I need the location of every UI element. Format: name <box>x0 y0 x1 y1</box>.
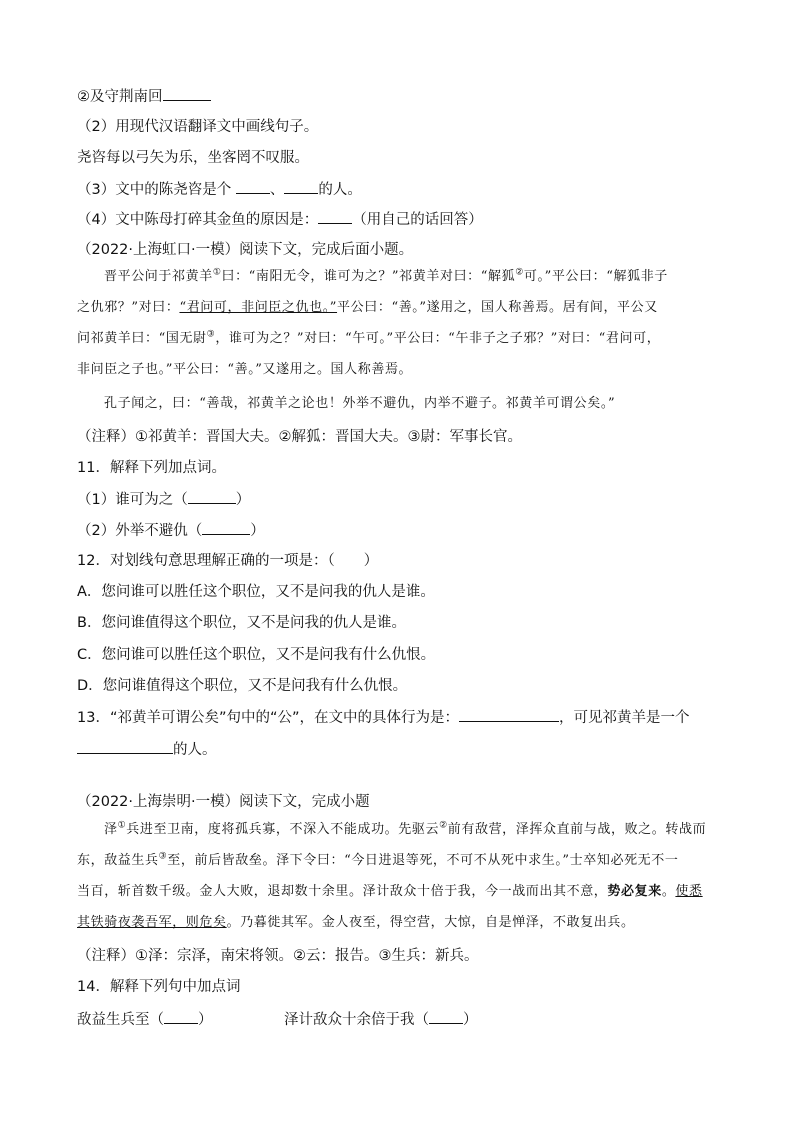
passage-1-line-4: 非问臣之子也。”平公曰：“善。”又遂用之。国人称善焉。 <box>77 362 413 377</box>
question-b2: ②及守荆南回 <box>77 86 211 107</box>
question-11-1: （1）谁可为之（ ） <box>77 489 250 510</box>
answer-blank[interactable] <box>202 520 250 535</box>
answer-blank[interactable] <box>318 209 352 224</box>
question-12-option-c[interactable]: C．您问谁可以胜任这个职位，又不是问我有什么仇恨。 <box>77 647 436 663</box>
question-11-2: （2）外举不避仇（ ） <box>77 520 265 541</box>
passage-intro-hongkou: （2022·上海虹口·一模）阅读下文，完成后面小题。 <box>77 242 414 258</box>
question-12-option-b[interactable]: B．您问谁值得这个职位，又不是问我的仇人是谁。 <box>77 615 406 631</box>
notes-1: （注释）①祁黄羊：晋国大夫。②解狐：晋国大夫。③尉：军事长官。 <box>77 429 522 445</box>
passage-2-line-3: 当百，斩首数千级。金人大败，退却数十余里。泽计敌众十倍于我，今一战而出其不意，势必复来。使悉 <box>77 884 703 899</box>
answer-blank[interactable] <box>284 179 318 194</box>
answer-blank[interactable] <box>429 1009 463 1024</box>
question-12: 12．对划线句意思理解正确的一项是：（ ） <box>77 553 379 569</box>
passage-1-confucius: 孔子闻之，曰：“善哉，祁黄羊之论也！外举不避仇，内举不避子。祁黄羊可谓公矣。” <box>104 396 616 411</box>
question-12-option-d[interactable]: D．您问谁值得这个职位，又不是问我有什么仇恨。 <box>77 678 408 694</box>
question-14: 14．解释下列句中加点词 <box>77 979 241 995</box>
answer-blank[interactable] <box>236 179 270 194</box>
passage-intro-chongming: （2022·上海崇明·一模）阅读下文，完成小题 <box>77 794 370 810</box>
underlined-sentence: 使悉 <box>675 884 703 899</box>
passage-1-line-1: 晋平公问于祁黄羊①曰：“南阳无令，谁可为之？”祁黄羊对曰：“解狐②可。”平公曰：“解狐非子 <box>104 267 668 284</box>
question-2-sentence: 尧咨每以弓矢为乐，坐客罔不叹服。 <box>77 150 309 166</box>
passage-2-line-1: 泽①兵进至卫南，度将孤兵寡，不深入不能成功。先驱云②前有敌营，泽挥众直前与战，败之。转战而 <box>104 820 707 837</box>
underlined-sentence: “君问可，非问臣之仇也。” <box>179 300 338 315</box>
question-3: （3）文中的陈尧咨是个 、 的人。 <box>77 179 362 200</box>
question-14-1: 敌益生兵至（ ） <box>77 1009 213 1030</box>
question-11: 11．解释下列加点词。 <box>77 460 226 476</box>
question-12-option-a[interactable]: A．您问谁可以胜任这个职位，又不是问我的仇人是谁。 <box>77 584 435 600</box>
answer-blank[interactable] <box>163 86 211 101</box>
answer-blank[interactable] <box>459 707 559 722</box>
question-2: （2）用现代汉语翻译文中画线句子。 <box>77 119 319 135</box>
question-4: （4）文中陈母打碎其金鱼的原因是： （用自己的话回答） <box>77 209 483 230</box>
answer-blank[interactable] <box>164 1009 198 1024</box>
answer-blank[interactable] <box>188 489 236 504</box>
answer-blank[interactable] <box>77 739 173 754</box>
passage-1-line-2: 之仇邪？”对曰：“君问可，非问臣之仇也。”平公曰：“善。”遂用之，国人称善焉。居有间，平公又 <box>77 300 658 315</box>
question-13: 13．“祁黄羊可谓公矣”句中的“公”，在文中的具体行为是： ，可见祁黄羊是一个 <box>77 707 690 728</box>
underlined-sentence: 其铁骑夜袭吾军，则危矣 <box>77 915 227 930</box>
question-14-2: 泽计敌众十余倍于我（ ） <box>284 1009 478 1030</box>
passage-2-line-4: 其铁骑夜袭吾军，则危矣。乃暮徙其军。金人夜至，得空营，大惊，自是惮泽，不敢复出兵。 <box>77 915 635 930</box>
notes-2: （注释）①泽：宗泽，南宋将领。②云：报告。③生兵：新兵。 <box>77 948 479 964</box>
passage-1-line-3: 问祁黄羊曰：“国无尉③，谁可为之？”对曰：“午可。”平公曰：“午非子之子邪？”对曰：“君问可， <box>77 329 661 346</box>
question-13-cont: 的人。 <box>77 739 217 760</box>
passage-2-line-2: 东，敌益生兵③至，前后皆敌垒。泽下令曰：“今日进退等死，不可不从死中求生。”士卒知必死无不一 <box>77 851 679 868</box>
